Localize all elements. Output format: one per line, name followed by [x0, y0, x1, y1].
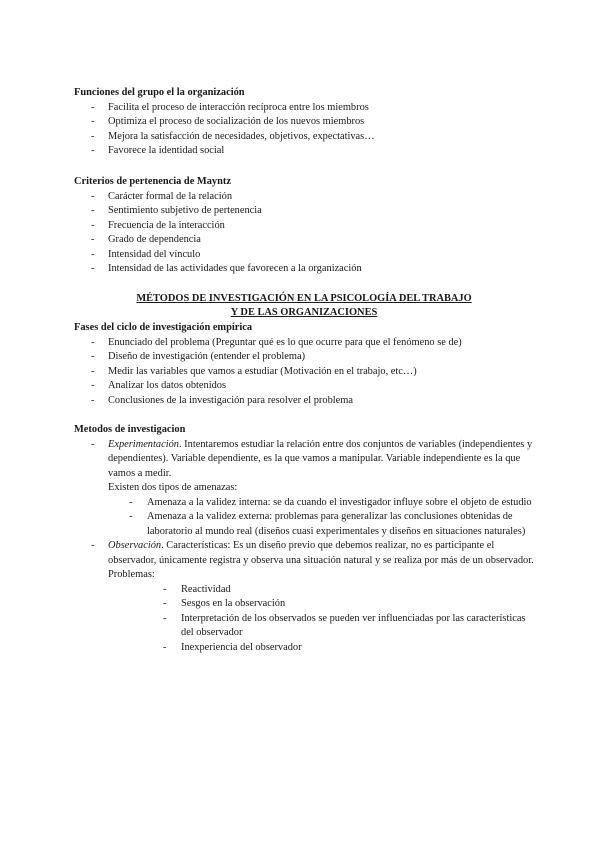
method-description: . Características: Es un diseño previo que debemos realizar, no es participante el observador, únicamente registra y observa una situación natural y se realiza por más de un observador.	[108, 540, 534, 566]
threats-list	[74, 496, 534, 540]
section-research-phases	[74, 321, 534, 408]
list-item: - Interpretación de los observados se pueden ver influenciadas por las características del observador	[74, 612, 534, 641]
section-research-methods	[74, 423, 534, 655]
section-heading: Criterios de pertenencia de Mayntz	[74, 176, 231, 187]
list-item: - Inexperiencia del observador	[74, 641, 534, 656]
list-item: - Sesgos en la observación	[74, 597, 534, 612]
list-item: - Amenaza a la validez interna: se da cuando el investigador influye sobre el objeto de estudio	[74, 496, 534, 511]
section-heading: Fases del ciclo de investigación empírica	[74, 322, 253, 333]
page-title-line-1: MÉTODOS DE INVESTIGACIÓN EN LA PSICOLOGÍA DEL TRABAJO	[136, 293, 472, 304]
list-item: - Carácter formal de la relación	[74, 190, 534, 205]
list-item: - Reactividad	[74, 583, 534, 598]
list-item: - Optimiza el proceso de socialización de los nuevos miembros	[74, 115, 534, 130]
list-item: - Analizar los datos obtenidos	[74, 379, 534, 394]
list-item: - Conclusiones de la investigación para resolver el problema	[74, 394, 534, 409]
page-title-line-2: Y DE LAS ORGANIZACIONES	[230, 307, 378, 318]
bullet-list	[74, 190, 534, 277]
list-item: - Diseño de investigación (entender el problema)	[74, 350, 534, 365]
problems-intro: Problemas:	[108, 569, 155, 580]
list-item: - Favorece la identidad social	[74, 144, 534, 159]
list-item: - Mejora la satisfacción de necesidades, objetivos, expectativas…	[74, 130, 534, 145]
section-heading: Metodos de investigacion	[74, 424, 186, 435]
list-item: - Amenaza a la validez externa: problemas para generalizar las conclusiones obtenidas de laboratorio al mundo real (diseños cuasi experimentales y diseños en situaciones naturales)	[74, 510, 534, 539]
bullet-list	[74, 336, 534, 409]
method-name: Observación	[108, 540, 162, 551]
section-group-functions	[74, 86, 534, 159]
method-observation: - Observación. Características: Es un diseño previo que debemos realizar, no es participante el observador, únicamente registra y observa una situación natural y se realiza por más de un observador.	[91, 540, 534, 566]
list-item: - Facilita el proceso de interacción recíproca entre los miembros	[74, 101, 534, 116]
list-item: - Frecuencia de la interacción	[74, 219, 534, 234]
method-name: Experimentación	[108, 438, 179, 450]
section-heading: Funciones del grupo el la organización	[74, 87, 245, 98]
bullet-list	[74, 101, 534, 159]
list-item: - Grado de dependencia	[74, 233, 534, 248]
problems-list	[74, 583, 534, 656]
method-description: . Intentaremos estudiar la relación entre dos conjuntos de variables (independientes y dependientes). Variable dependiente, es la que vamos a manipular. Variable independiente es la que vamos a medir.	[108, 438, 533, 479]
list-item: - Medir las variables que vamos a estudiar (Motivación en el trabajo, etc…)	[74, 365, 534, 380]
method-experimentation: - Experimentación. Intentaremos estudiar la relación entre dos conjuntos de variables (independientes y dependientes). Variable dependiente, es la que vamos a manipular. Variable independiente es la que vamos a medir.	[91, 438, 533, 479]
list-item: - Enunciado del problema (Preguntar qué es lo que ocurre para que el fenómeno se de)	[74, 336, 534, 351]
list-item: - Intensidad de las actividades que favorecen a la organización	[74, 262, 534, 277]
threats-intro: Existen dos tipos de amenazas:	[108, 482, 238, 493]
list-item: - Intensidad del vínculo	[74, 248, 534, 263]
list-item: - Sentimiento subjetivo de pertenencia	[74, 204, 534, 219]
section-membership-criteria	[74, 175, 534, 277]
